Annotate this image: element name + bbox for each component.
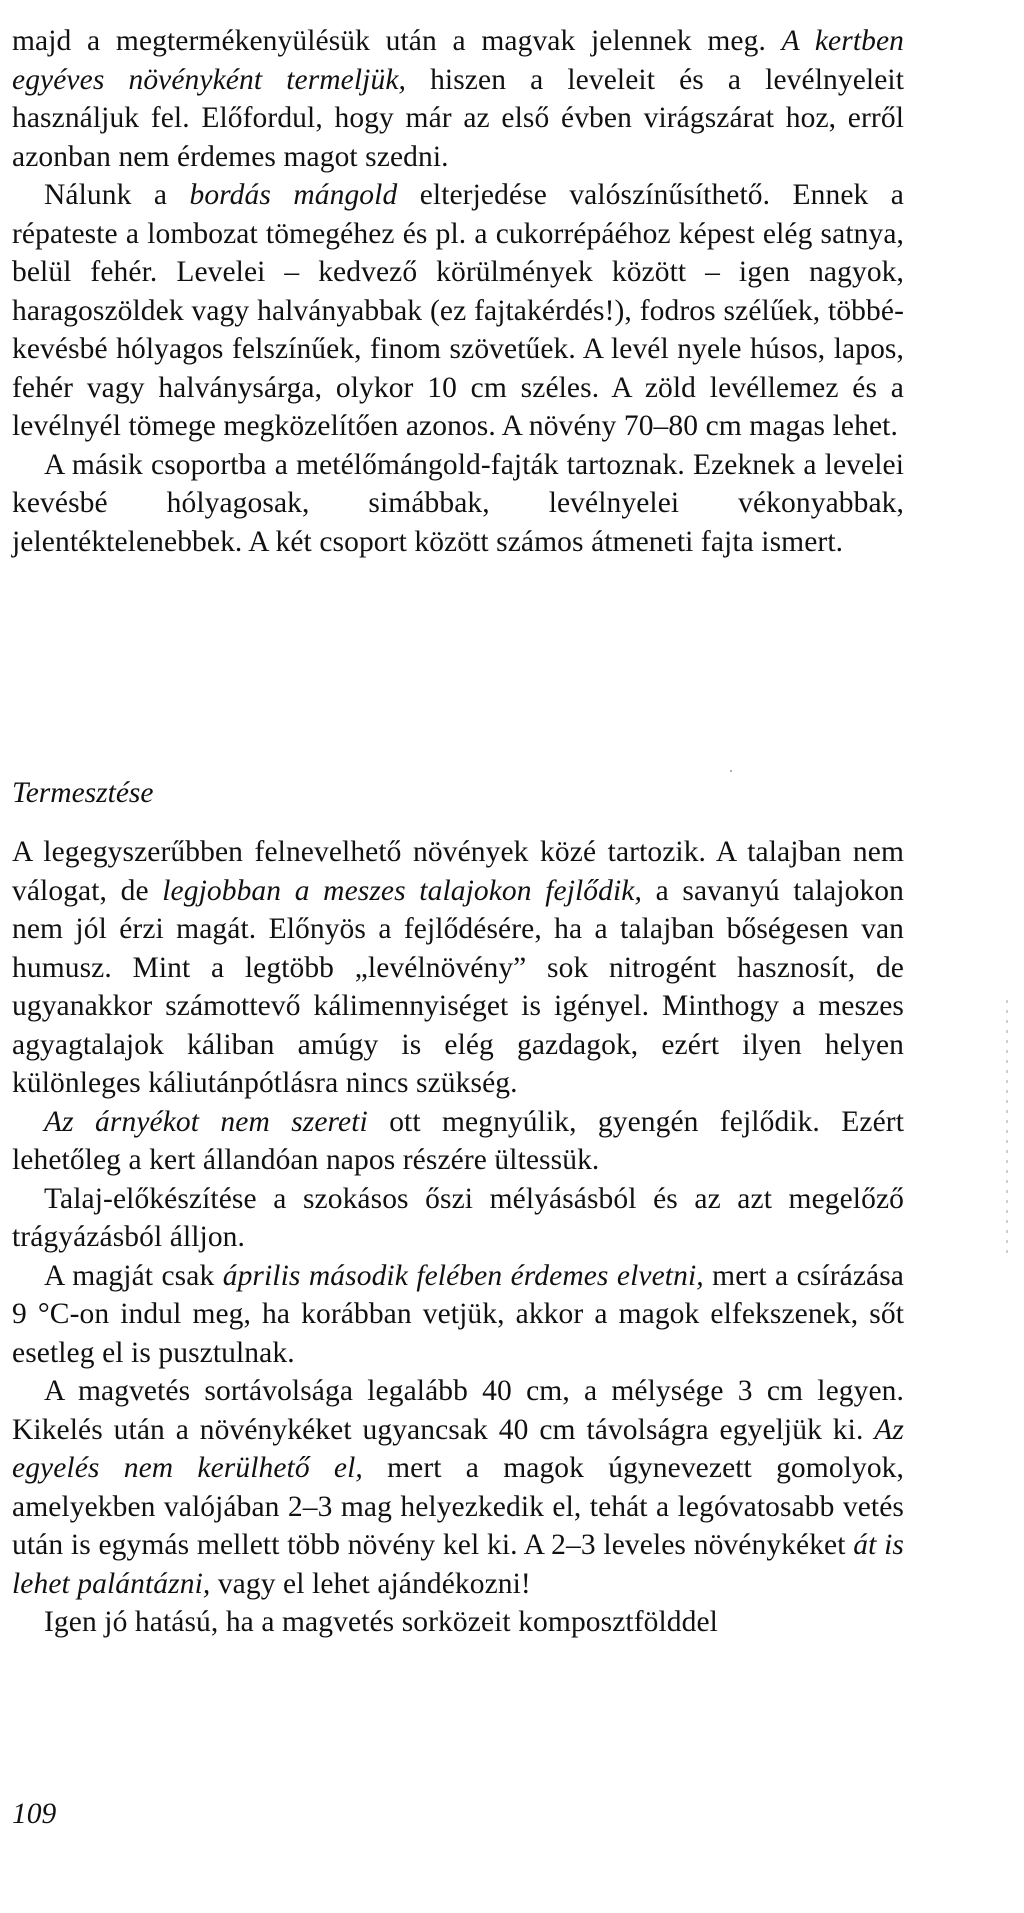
paragraph: [12, 176, 904, 446]
body-text: Nálunk a: [44, 179, 190, 211]
page-number: 109: [12, 1798, 57, 1830]
emphasis-text: át is lehet palántázni,: [12, 1529, 904, 1600]
body-text: A magvetés sortávolsága legalább 40 cm, a mélysége 3 cm legyen. Kikelés után a növénykéket ugyancsak 40 cm távolságra egyeljük ki.: [12, 1375, 904, 1446]
emphasis-text: legjobban a meszes talajokon fejlődik,: [162, 874, 642, 907]
body-text: elterjedése valószínűsíthető. Ennek a répateste a lombozat tömegéhez és pl. a cukorrépáéhoz képest elég satnya, belül fehér. Levelei – kedvező körülmények között – igen nagyok, haragoszöldek vagy halványabbak (ez fajtakérdés!), fodros szélűek, többé-kevésbé hólyagos felszínűek, finom szövetűek. A levél nyele húsos, lapos, fehér vagy halványsárga, olykor 10 cm széles. A zöld levéllemez és a levélnyél tömege megközelítően azonos. A növény 70–80 cm magas lehet.: [12, 179, 905, 442]
paragraph: [12, 1180, 904, 1257]
emphasis-text: Az egyelés nem kerülhető el,: [12, 1413, 904, 1484]
paragraph: [12, 446, 904, 562]
body-text: vagy el lehet ajándékozni!: [210, 1567, 531, 1600]
paragraph: [12, 1257, 904, 1373]
body-text: A magját csak: [44, 1259, 223, 1292]
body-text: a savanyú talajokon nem jól érzi magát. Előnyös a fejlődésére, ha a talajban bőségesen van humusz. Mint a legtöbb „levélnövény” sok nitrogént hasznosít, de ugyanakkor számottevő kálimennyiséget is igényel. Minthogy a meszes agyagtalajok káliban amúgy is elég gazdagok, ezért ilyen helyen különleges káliutánpótlásra nincs szükség.: [12, 874, 905, 1099]
emphasis-text: bordás mángold: [189, 179, 398, 211]
text-block-top: [12, 22, 904, 561]
emphasis-text: Az árnyékot nem szereti: [44, 1105, 368, 1138]
body-text: hiszen a leveleit és a levélnyeleit használjuk fel. Előfordul, hogy már az első évben virágszárat hoz, erről azonban nem érdemes magot szedni.: [12, 63, 904, 173]
emphasis-text: április második felében érdemes elvetni,: [222, 1259, 704, 1292]
body-text: Igen jó hatású, ha a magvetés sorközeit komposztfölddel: [44, 1606, 718, 1638]
body-text: majd a megtermékenyülésük után a magvak jelennek meg.: [12, 25, 782, 57]
emphasis-text: A kertben egyéves növényként termeljük,: [12, 25, 905, 96]
paragraph: [12, 1372, 904, 1603]
paragraph: [12, 22, 904, 176]
body-text: mert a csírázása 9 °C-on indul meg, ha korábban vetjük, akkor a magok elfekszenek, sőt esetleg el is pusztulnak.: [12, 1259, 904, 1369]
body-text: ott megnyúlik, gyengén fejlődik. Ezért lehetőleg a kert állandóan napos részére ültessük.: [12, 1105, 904, 1176]
body-text: A legegyszerűbben felnevelhető növények közé tartozik. A talajban nem válogat, de: [12, 836, 904, 907]
scan-artifact: [1006, 1000, 1008, 1260]
paragraph: [12, 833, 904, 1103]
body-text: A másik csoportba a metélőmángold-fajták tartoznak. Ezeknek a levelei kevésbé hólyagosak, simábbak, levélnyelei vékonyabbak, jelentéktelenebbek. A két csoport között számos átmeneti fajta ismert.: [12, 448, 904, 558]
body-text: mert a magok úgynevezett gomolyok, amelyekben valójában 2–3 mag helyezkedik el, tehát a legóvatosabb vetés után is egymás mellett több növény kel ki. A 2–3 leveles növénykéket: [12, 1452, 904, 1561]
paragraph: [12, 1603, 904, 1642]
print-speck: [730, 770, 732, 772]
paragraph: [12, 1103, 904, 1180]
body-text: Talaj-előkészítése a szokásos őszi mélyásásból és az azt megelőző trágyázásból álljon.: [12, 1182, 904, 1253]
section-heading: Termesztése: [12, 777, 154, 809]
text-block-termesztese: [12, 833, 904, 1642]
